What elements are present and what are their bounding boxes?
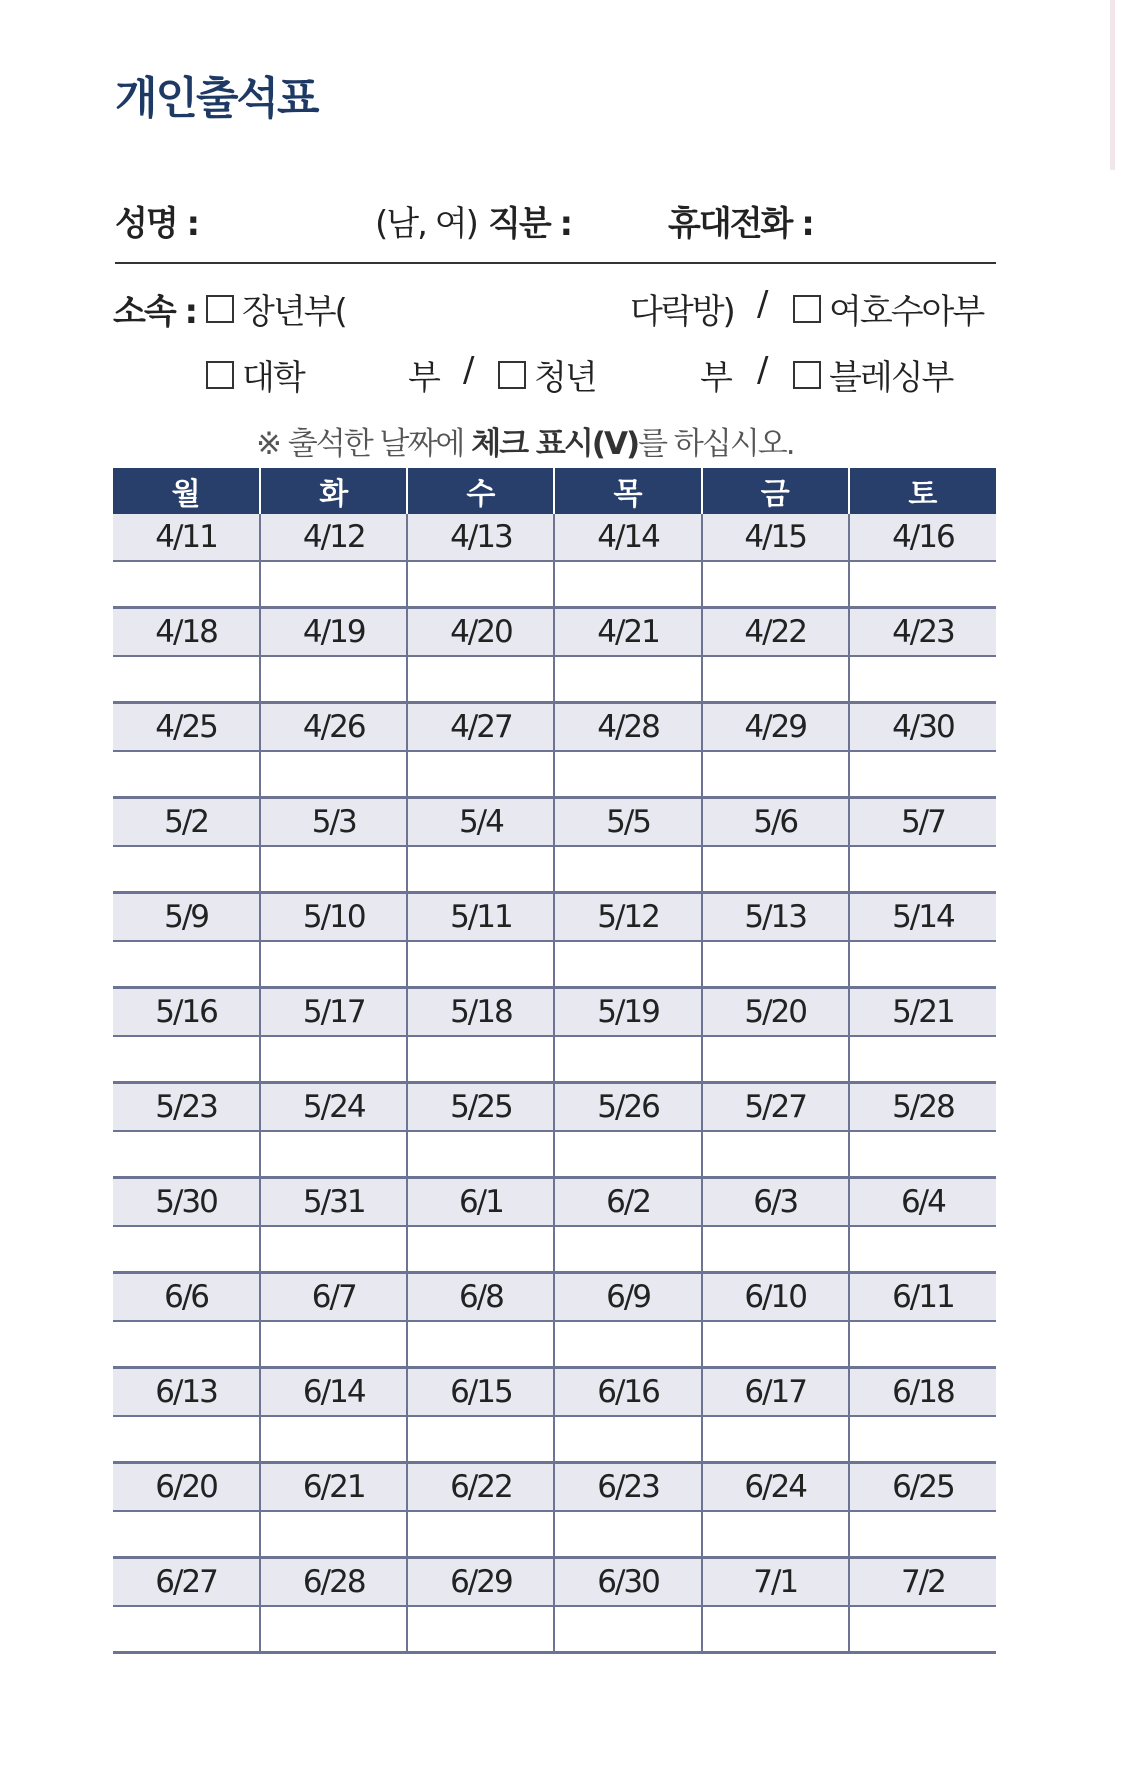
date-cell: 4/13 <box>407 514 554 561</box>
affiliation-option-college[interactable] <box>206 350 304 399</box>
attendance-check-cell[interactable] <box>554 1606 701 1653</box>
check-row <box>113 656 996 703</box>
option-youth-label-post: 부 <box>700 358 731 398</box>
attendance-check-cell[interactable] <box>554 1511 701 1558</box>
checkbox-blessing[interactable] <box>793 361 821 389</box>
date-cell: 4/27 <box>407 703 554 752</box>
attendance-check-cell[interactable] <box>702 941 849 988</box>
check-row <box>113 1226 996 1273</box>
date-cell: 6/11 <box>849 1273 996 1322</box>
date-cell: 5/24 <box>260 1083 407 1132</box>
weekday-header-row <box>113 468 996 514</box>
attendance-check-cell[interactable] <box>702 1321 849 1368</box>
date-cell: 6/22 <box>407 1463 554 1512</box>
note-emphasis: 체크 표시(V) <box>471 426 639 462</box>
page-title: 개인출석표 <box>115 73 318 124</box>
date-cell: 4/28 <box>554 703 701 752</box>
attendance-check-cell[interactable] <box>702 656 849 703</box>
date-cell: 5/7 <box>849 798 996 847</box>
attendance-check-cell[interactable] <box>260 1416 407 1463</box>
attendance-check-cell[interactable] <box>113 561 260 608</box>
date-cell: 5/23 <box>113 1083 260 1132</box>
attendance-check-cell[interactable] <box>260 1511 407 1558</box>
date-cell: 6/8 <box>407 1273 554 1322</box>
date-cell: 5/19 <box>554 988 701 1037</box>
attendance-check-cell[interactable] <box>702 561 849 608</box>
attendance-check-cell[interactable] <box>407 941 554 988</box>
position-label: 직분 : <box>488 204 572 244</box>
name-label: 성명 : <box>115 204 199 244</box>
date-cell: 5/2 <box>113 798 260 847</box>
attendance-check-cell[interactable] <box>849 1606 996 1653</box>
check-row <box>113 1416 996 1463</box>
date-cell: 6/7 <box>260 1273 407 1322</box>
attendance-check-cell[interactable] <box>113 656 260 703</box>
date-cell: 5/16 <box>113 988 260 1037</box>
date-row <box>113 1463 996 1512</box>
date-row <box>113 893 996 942</box>
date-cell: 5/6 <box>702 798 849 847</box>
date-row <box>113 514 996 561</box>
date-row <box>113 703 996 752</box>
date-cell: 5/18 <box>407 988 554 1037</box>
option-blessing-label: 블레싱부 <box>829 358 953 398</box>
attendance-check-cell[interactable] <box>113 1416 260 1463</box>
date-cell: 6/13 <box>113 1368 260 1417</box>
date-row <box>113 988 996 1037</box>
weekday-header: 월 <box>113 468 260 514</box>
date-cell: 6/6 <box>113 1273 260 1322</box>
date-cell: 5/13 <box>702 893 849 942</box>
date-cell: 4/19 <box>260 608 407 657</box>
check-row <box>113 561 996 608</box>
attendance-check-cell[interactable] <box>849 1036 996 1083</box>
attendance-check-cell[interactable] <box>849 941 996 988</box>
attendance-calendar <box>113 468 996 1654</box>
attendance-table <box>113 468 996 1654</box>
check-row <box>113 1321 996 1368</box>
date-row <box>113 608 996 657</box>
date-cell: 4/12 <box>260 514 407 561</box>
instruction-note <box>256 418 794 463</box>
attendance-check-cell[interactable] <box>554 1036 701 1083</box>
date-cell: 4/15 <box>702 514 849 561</box>
date-cell: 4/14 <box>554 514 701 561</box>
date-cell: 6/9 <box>554 1273 701 1322</box>
date-row <box>113 1083 996 1132</box>
date-cell: 6/16 <box>554 1368 701 1417</box>
attendance-check-cell[interactable] <box>849 846 996 893</box>
date-row <box>113 1178 996 1227</box>
option-adult-label-post: 다락방) <box>630 292 734 332</box>
date-cell: 5/9 <box>113 893 260 942</box>
attendance-check-cell[interactable] <box>554 561 701 608</box>
date-cell: 4/25 <box>113 703 260 752</box>
attendance-check-cell[interactable] <box>260 1036 407 1083</box>
date-cell: 6/2 <box>554 1178 701 1227</box>
date-cell: 4/11 <box>113 514 260 561</box>
attendance-check-cell[interactable] <box>554 1321 701 1368</box>
attendance-check-cell[interactable] <box>260 751 407 798</box>
affiliation-option-youth[interactable] <box>498 350 596 399</box>
page-edge-strip <box>1110 0 1115 170</box>
date-cell: 7/2 <box>849 1558 996 1607</box>
attendance-check-cell[interactable] <box>407 1321 554 1368</box>
attendance-check-cell[interactable] <box>702 846 849 893</box>
date-cell: 4/30 <box>849 703 996 752</box>
attendance-check-cell[interactable] <box>407 751 554 798</box>
option-joshua-label: 여호수아부 <box>829 292 984 332</box>
attendance-check-cell[interactable] <box>113 846 260 893</box>
attendance-check-cell[interactable] <box>849 561 996 608</box>
attendance-check-cell[interactable] <box>849 1131 996 1178</box>
attendance-check-cell[interactable] <box>849 1511 996 1558</box>
date-cell: 4/29 <box>702 703 849 752</box>
checkbox-college[interactable] <box>206 361 234 389</box>
personal-info-row <box>0 196 1122 246</box>
note-prefix: ※ 출석한 날짜에 <box>256 426 472 462</box>
attendance-check-cell[interactable] <box>260 1321 407 1368</box>
attendance-check-cell[interactable] <box>407 1511 554 1558</box>
date-row <box>113 1368 996 1417</box>
date-row <box>113 798 996 847</box>
check-row <box>113 1606 996 1653</box>
separator-1: / <box>757 284 767 324</box>
attendance-check-cell[interactable] <box>260 656 407 703</box>
gender-options[interactable]: (남, 여) <box>375 204 477 244</box>
attendance-check-cell[interactable] <box>407 1131 554 1178</box>
attendance-check-cell[interactable] <box>702 1131 849 1178</box>
date-cell: 4/20 <box>407 608 554 657</box>
date-cell: 5/21 <box>849 988 996 1037</box>
check-row <box>113 846 996 893</box>
attendance-check-cell[interactable] <box>113 1606 260 1653</box>
date-cell: 5/3 <box>260 798 407 847</box>
date-cell: 7/1 <box>702 1558 849 1607</box>
date-cell: 5/17 <box>260 988 407 1037</box>
date-cell: 5/10 <box>260 893 407 942</box>
check-row <box>113 1131 996 1178</box>
date-cell: 5/27 <box>702 1083 849 1132</box>
date-cell: 5/28 <box>849 1083 996 1132</box>
date-cell: 6/1 <box>407 1178 554 1227</box>
date-cell: 5/30 <box>113 1178 260 1227</box>
calendar-body <box>113 514 996 1653</box>
date-cell: 6/20 <box>113 1463 260 1512</box>
phone-label: 휴대전화 : <box>668 204 813 244</box>
attendance-check-cell[interactable] <box>702 751 849 798</box>
attendance-check-cell[interactable] <box>849 1226 996 1273</box>
date-cell: 4/21 <box>554 608 701 657</box>
date-cell: 6/25 <box>849 1463 996 1512</box>
date-cell: 6/10 <box>702 1273 849 1322</box>
date-cell: 6/4 <box>849 1178 996 1227</box>
note-suffix: 를 하십시오. <box>638 426 794 462</box>
attendance-check-cell[interactable] <box>702 1226 849 1273</box>
option-youth-label-pre: 청년 <box>534 358 596 398</box>
date-row <box>113 1558 996 1607</box>
date-cell: 5/25 <box>407 1083 554 1132</box>
affiliation-label: 소속 : <box>113 292 197 332</box>
attendance-check-cell[interactable] <box>113 941 260 988</box>
attendance-check-cell[interactable] <box>113 751 260 798</box>
date-cell: 5/20 <box>702 988 849 1037</box>
separator-3: / <box>757 350 767 390</box>
attendance-check-cell[interactable] <box>407 846 554 893</box>
attendance-check-cell[interactable] <box>407 1416 554 1463</box>
date-cell: 4/26 <box>260 703 407 752</box>
date-cell: 5/11 <box>407 893 554 942</box>
attendance-check-cell[interactable] <box>260 561 407 608</box>
affiliation-option-adult[interactable] <box>206 284 346 333</box>
attendance-check-cell[interactable] <box>554 656 701 703</box>
checkbox-youth[interactable] <box>498 361 526 389</box>
attendance-check-cell[interactable] <box>407 561 554 608</box>
attendance-check-cell[interactable] <box>554 941 701 988</box>
attendance-check-cell[interactable] <box>554 1131 701 1178</box>
attendance-check-cell[interactable] <box>260 1606 407 1653</box>
date-cell: 6/14 <box>260 1368 407 1417</box>
date-cell: 6/3 <box>702 1178 849 1227</box>
attendance-check-cell[interactable] <box>702 1606 849 1653</box>
affiliation-line-2 <box>0 350 1122 396</box>
attendance-check-cell[interactable] <box>260 1226 407 1273</box>
date-cell: 5/5 <box>554 798 701 847</box>
date-cell: 4/16 <box>849 514 996 561</box>
attendance-check-cell[interactable] <box>113 1321 260 1368</box>
attendance-check-cell[interactable] <box>407 1226 554 1273</box>
attendance-check-cell[interactable] <box>702 1036 849 1083</box>
option-adult-label-pre: 장년부( <box>242 292 346 332</box>
affiliation-option-joshua[interactable] <box>793 284 983 333</box>
attendance-check-cell[interactable] <box>849 1416 996 1463</box>
check-row <box>113 1036 996 1083</box>
attendance-check-cell[interactable] <box>554 846 701 893</box>
date-cell: 4/22 <box>702 608 849 657</box>
attendance-check-cell[interactable] <box>260 941 407 988</box>
attendance-check-cell[interactable] <box>113 1226 260 1273</box>
weekday-header: 화 <box>260 468 407 514</box>
affiliation-option-blessing[interactable] <box>793 350 952 399</box>
attendance-check-cell[interactable] <box>702 1511 849 1558</box>
attendance-check-cell[interactable] <box>554 1226 701 1273</box>
attendance-check-cell[interactable] <box>260 846 407 893</box>
date-cell: 4/18 <box>113 608 260 657</box>
date-cell: 6/21 <box>260 1463 407 1512</box>
date-cell: 6/17 <box>702 1368 849 1417</box>
date-cell: 6/29 <box>407 1558 554 1607</box>
weekday-header: 목 <box>554 468 701 514</box>
checkbox-adult[interactable] <box>206 295 234 323</box>
date-cell: 5/31 <box>260 1178 407 1227</box>
weekday-header: 금 <box>702 468 849 514</box>
date-row <box>113 1273 996 1322</box>
attendance-check-cell[interactable] <box>407 1036 554 1083</box>
affiliation-line-1 <box>0 284 1122 330</box>
date-cell: 5/4 <box>407 798 554 847</box>
date-cell: 4/23 <box>849 608 996 657</box>
attendance-check-cell[interactable] <box>849 751 996 798</box>
date-cell: 6/18 <box>849 1368 996 1417</box>
date-cell: 6/23 <box>554 1463 701 1512</box>
attendance-check-cell[interactable] <box>849 1321 996 1368</box>
attendance-check-cell[interactable] <box>554 751 701 798</box>
attendance-check-cell[interactable] <box>113 1511 260 1558</box>
attendance-check-cell[interactable] <box>260 1131 407 1178</box>
separator-2: / <box>463 350 473 390</box>
date-cell: 5/26 <box>554 1083 701 1132</box>
attendance-check-cell[interactable] <box>407 1606 554 1653</box>
check-row <box>113 1511 996 1558</box>
date-cell: 6/30 <box>554 1558 701 1607</box>
info-divider <box>115 262 996 264</box>
date-cell: 5/14 <box>849 893 996 942</box>
checkbox-joshua[interactable] <box>793 295 821 323</box>
attendance-check-cell[interactable] <box>407 656 554 703</box>
weekday-header: 토 <box>849 468 996 514</box>
attendance-check-cell[interactable] <box>554 1416 701 1463</box>
attendance-check-cell[interactable] <box>849 656 996 703</box>
weekday-header: 수 <box>407 468 554 514</box>
date-cell: 6/15 <box>407 1368 554 1417</box>
date-cell: 5/12 <box>554 893 701 942</box>
date-cell: 6/28 <box>260 1558 407 1607</box>
attendance-check-cell[interactable] <box>113 1036 260 1083</box>
date-cell: 6/27 <box>113 1558 260 1607</box>
check-row <box>113 751 996 798</box>
attendance-check-cell[interactable] <box>702 1416 849 1463</box>
check-row <box>113 941 996 988</box>
option-college-label-pre: 대학 <box>242 358 304 398</box>
attendance-check-cell[interactable] <box>113 1131 260 1178</box>
option-college-label-post: 부 <box>408 358 439 398</box>
date-cell: 6/24 <box>702 1463 849 1512</box>
